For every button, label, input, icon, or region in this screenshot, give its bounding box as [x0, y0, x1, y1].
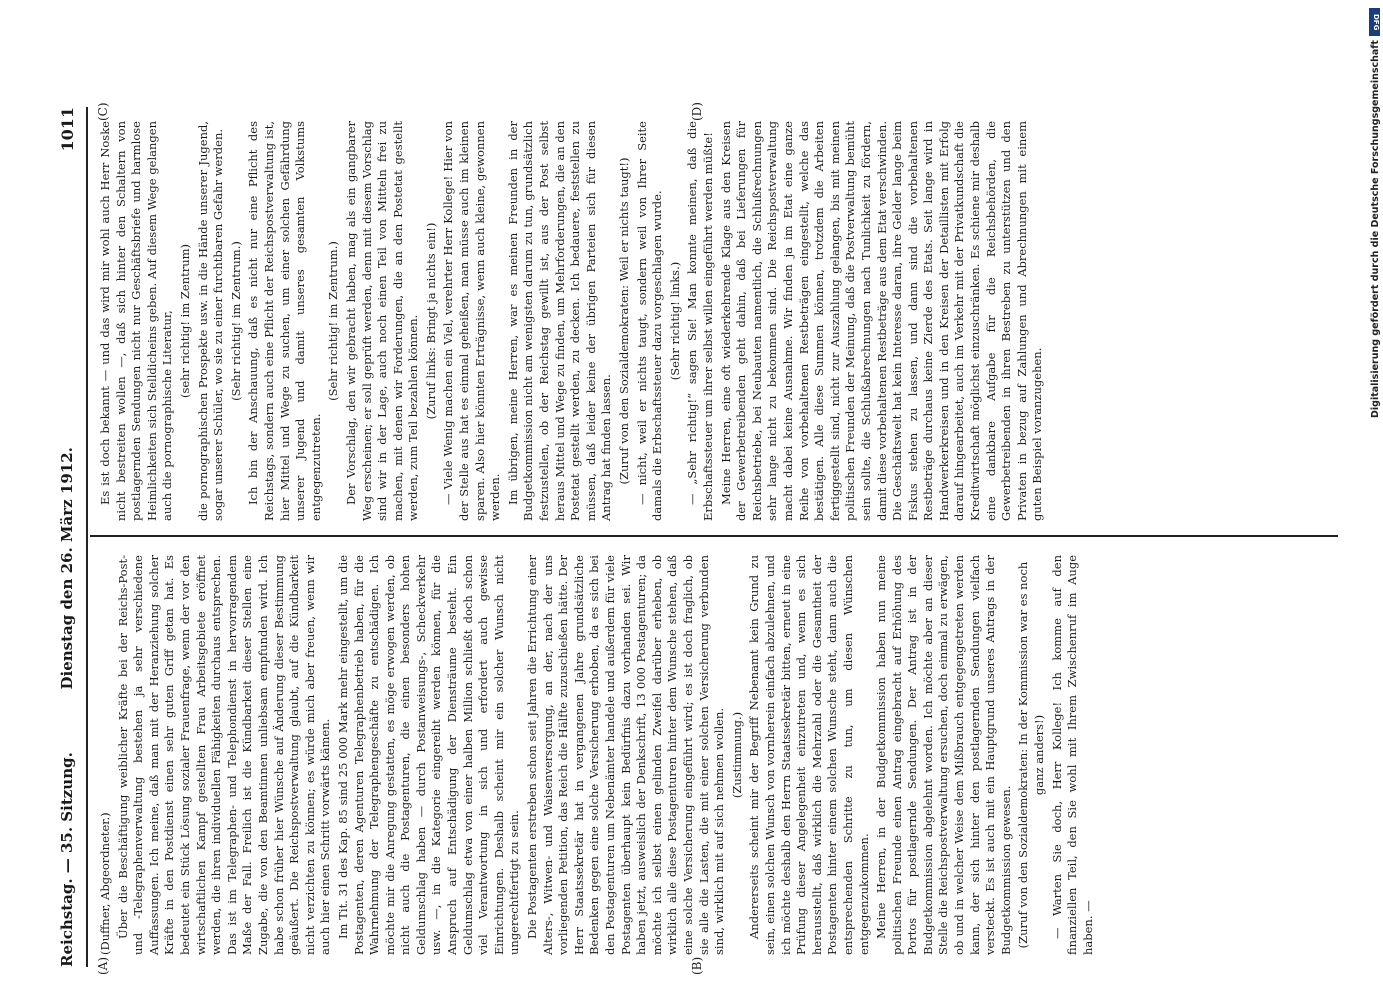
paragraph: Der Vorschlag, den wir gebracht haben, mag als ein gangbarer Weg erscheinen; er soll geprüft werden, denn mit diesem Vorschlag sind wir in der Lage, auch noch einen Teil von Mitteln frei zu machen, mit denen wir Forderungen, die an den Postetat gestellt werden, zum Teil bezahlen können.: [343, 121, 421, 521]
header-rule: [86, 107, 88, 967]
margin-mark-c: (C): [96, 102, 110, 121]
paragraph: — „Sehr richtig!“ sagen Sie! Man konnte meinen, daß die Erbschaftssteuer um ihrer selbst willen eingeführt werden müßte!: [685, 121, 715, 521]
paragraph: Es ist doch bekannt — und das wird mir wohl auch Herr Noske nicht bestreiten wollen —, daß sich hinter den Schaltern von postlagernden Sendungen nicht nur Geschäftsbriefe und harmlose Heimlichkeiten sich Stelldicheins geben. Auf diesem Wege gelangen auch die pornographische Literatur,: [98, 121, 175, 521]
margin-mark-a: (A): [96, 956, 110, 975]
paragraph: — Warten Sie doch, Herr Kollege! Ich komme auf den finanziellen Teil, den Sie wohl mit Ihrem Zwischenruf im Auge haben. —: [1049, 555, 1095, 955]
paragraph: Meine Herren, in der Budgetkommission haben nun meine politischen Freunde einen Antrag eingebracht auf Erhöhung des Portos für postlagernde Sendungen. Der Antrag ist in der Budgetkommission abgelehnt worden. Ich möchte aber an dieser Stelle die Reichspostverwaltung ersuchen, doch einmal zu erwägen, ob und in welcher Weise dem Mißbrauch entgegengetreten werden kann, der sich hinter den postlagernden Sendungen vielfach versteckt. Es ist auch mit ein Hauptgrund unseres Antrags in der Budgetkommission gewesen.: [874, 555, 1013, 955]
paragraph: Meine Herren, eine oft wiederkehrende Klage aus den Kreisen der Gewerbetreibenden geht dahin, daß bei Lieferungen für Reichsbetriebe, bei Neubauten namentlich, die Schlußrechnungen sehr lange nicht zu bekommen sind. Die Reichspostverwaltung macht dabei keine Ausnahme. Wir finden ja im Etat eine ganze Reihe von vorbehaltenen Restbeträgen eingestellt, welche das bestätigen. Alle diese Summen können, trotzdem die Arbeiten fertiggestellt sind, nicht zur Auszahlung gelangen, bis mit meinen politischen Freunden der Meinung, daß die Postverwaltung bemüht sein sollte, die Schlußabrechnungen nach Tunlichkeit zu fördern, damit diese vorbehaltenen Restbeträge aus dem Etat verschwinden. Die Geschäftswelt hat kein Interesse daran, ihre Gelder lange beim Fiskus stehen zu lassen, und dann sind die vorbehaltenen Restbeträge durchaus keine Zierde des Etats. Seit lange wird in Handwerkerkreisen und in den Kreisen der Detaillisten mit Erfolg darauf hingearbeitet, auch im Verkehr mit der Privatkundschaft die Kreditwirtschaft möglichst einzuschränken. Es schiene mir deshalb eine dankbare Aufgabe für die Reichsbehörden, die Gewerbetreibenden in ihren Bestreben zu unterstützen und den Privaten in bezug auf Zahlungen und Abrechnungen mit einem guten Beispiel voranzugehen.: [718, 121, 1045, 521]
column-rule: [90, 536, 1338, 538]
paragraph: Im übrigen, meine Herren, war es meinen Freunden in der Budgetkommission nicht am wenigsten darum zu tun, grundsätzlich festzustellen, ob der Reichstag gewillt ist, aus der Post selbst heraus Mittel und Wege zu finden, um Mehrforderungen, die an den Postetat gestellt werden, zu decken. Ich bedauere, feststellen zu müssen, daß leider keine der übrigen Parteien sich für diesen Antrag hat finden lassen.: [505, 121, 614, 521]
interjection: (Sehr richtig! im Zentrum.): [326, 241, 341, 401]
paragraph: Andererseits scheint mir der Begriff Nebenamt kein Grund zu sein, einen solchen Wunsch von vornherein einfach abzulehnen, und ich möchte deshalb den Herrn Staatssekretär bitten, erneut in eine Prüfung dieser Angelegenheit einzutreten und, wenn es sich herausstellt, daß wirklich die Mehrzahl oder die Gesamtheit der Postagenten hinter einem solchen Wunsche steht, dann auch die entsprechenden Schritte zu tun, um diesen Wünschen entgegenzukommen.: [747, 555, 871, 955]
interjection: (Sehr richtig! im Zentrum.): [228, 241, 243, 401]
header-date: Dienstag den 26. März 1912.: [58, 447, 76, 690]
right-column: [98, 121, 1048, 521]
paragraph: die pornographischen Prospekte usw. in die Hände unserer Jugend, sogar unserer Schüler, wo sie zu einer furchtbaren Gefahr werden.: [195, 121, 226, 521]
header-session: Reichstag. — 35. Sitzung. Dienstag den 26. März 1912.: [58, 447, 76, 967]
paragraph: — nicht, weil er nichts taugt, sondern weil von Ihrer Seite damals die Erbschaftssteuer dazu vorgeschlagen wurde.: [634, 121, 665, 521]
side-note: Digitalisierung gefördert durch die Deutsche Forschungsgemeinschaft: [1370, 40, 1381, 418]
paragraph: Im Tit. 31 des Kap. 85 sind 25 000 Mark mehr eingestellt, um die Postagenten, deren Agenturen Telegraphenbetrieb haben, für die Wahrnehmung der Telegraphengeschäfte zu entschädigen. Ich möchte mir die Anregung gestatten, es möge erwogen werden, ob nicht auch die Postagenturen, die einen besonders hohen Geldumschlag haben — durch Postanweisungs-, Scheckverkehr usw. —, in die Kategorie eingereiht werden können, für die Anspruch auf Entschädigung der Diensträume besteht. Ein Geldumschlag etwa von einer halben Million schließt doch schon viel Verantwortung in sich und erfordert auch gewisse Einrichtungen. Deshalb scheint mir ein solcher Wunsch nicht ungerechtfertigt zu sein.: [335, 555, 522, 955]
dfg-logo: DFG: [1369, 8, 1380, 36]
rotated-page: [50, 102, 1338, 975]
margin-mark-d: (D): [690, 102, 704, 121]
margin-mark-b: (B): [690, 956, 704, 975]
page-number: 1011: [58, 107, 77, 152]
interjection: (sehr richtig! im Zentrum): [177, 243, 192, 399]
paragraph: — Viele Wenig machen ein Viel, verehrter Herr Kollege! Hier von der Stelle aus hat es einmal geheißen, man müsse auch im kleinen sparen. Also hier könnten Erträgnisse, wenn auch kleine, gewonnen werden.: [441, 121, 503, 521]
interjection: (Zustimmung.): [729, 711, 744, 799]
interjection: (Zuruf von den Sozialdemokraten: Weil er nichts taugt!): [617, 157, 631, 485]
interjection: (Sehr richtig! links.): [667, 261, 682, 381]
paragraph: Die Postagenten erstreben schon seit Jahren die Errichtung einer Alters-, Witwen- und Waisenversorgung, an der, nach der uns vorliegenden Petition, das Reich die Hälfte zuzuschießen hätte. Der Herr Staatssekretär hat in vergangenen Jahre grundsätzliche Bedenken gegen eine solche Versicherung erhoben, da es sich bei den Postagenturen um Nebenämter handele und außerdem für viele Postagenten überhaupt kein Bedürfnis dazu vorhanden sei. Wir haben jetzt, ausweislich der Denkschrift, 13 000 Postagenturen; da möchte ich selbst einen gelinden Zweifel darüber erheben, ob wirklich alle diese Postagenturen hinter dem Wunsche stehen, daß eine solche Versicherung eingeführt wird; es ist doch fraglich, ob sie alle die Lasten, die mit einer solchen Versicherung verbunden sind, wirklich mit auf sich nehmen wollen.: [525, 555, 727, 955]
page-header: [50, 107, 90, 967]
interjection: (Zuruf links: Bringt ja nichts ein!): [423, 222, 438, 420]
speaker-label: (Duffner, Abgeordneter.): [98, 812, 112, 955]
paragraph: Ich bin der Anschauung, daß es nicht nur eine Pflicht des Reichstags, sondern auch eine Pflicht der Reichspostverwaltung ist, hier Mittel und Wege zu suchen, um einer solchen Gefährdung unserer Jugend und damit unseres gesamten Volkstums entgegenzutreten.: [246, 121, 323, 521]
interjection: (Zuruf von den Sozialdemokraten: In der Kommission war es noch ganz anders!): [1016, 561, 1047, 949]
paragraph: Über die Beschäftigung weiblicher Kräfte bei der Reichs-Post- und -Telegraphenverwaltung bestehen ja sehr verschiedene Auffassungen. Ich meine, daß man mit der Heranziehung solcher Kräfte in den Postdienst einen sehr guten Griff getan hat. Es bedeutet ein Stück Lösung sozialer Frauenfrage, wenn der vor den wirtschaftlichen Kampf gestellten Frau Arbeitsgebiete eröffnet werden, die ihren individuellen Fähigkeiten durchaus entsprechen. Das ist im Telegraphen- und Telephondienst in hervorragendem Maße der Fall. Freilich ist die Kündbarkeit dieser Stellen eine Zugabe, die von den Beamtinnen unliebsam empfunden wird. Ich habe schon früher hier Wünsche auf Änderung dieser Bestimmung geäußert. Die Reichspostverwaltung glaubt, auf die Kündbarkeit nicht verzichten zu können; es würde mich aber freuen, wenn wir auch hier einen Schritt vorwärts kämen.: [115, 555, 333, 955]
left-column: [98, 555, 1098, 955]
